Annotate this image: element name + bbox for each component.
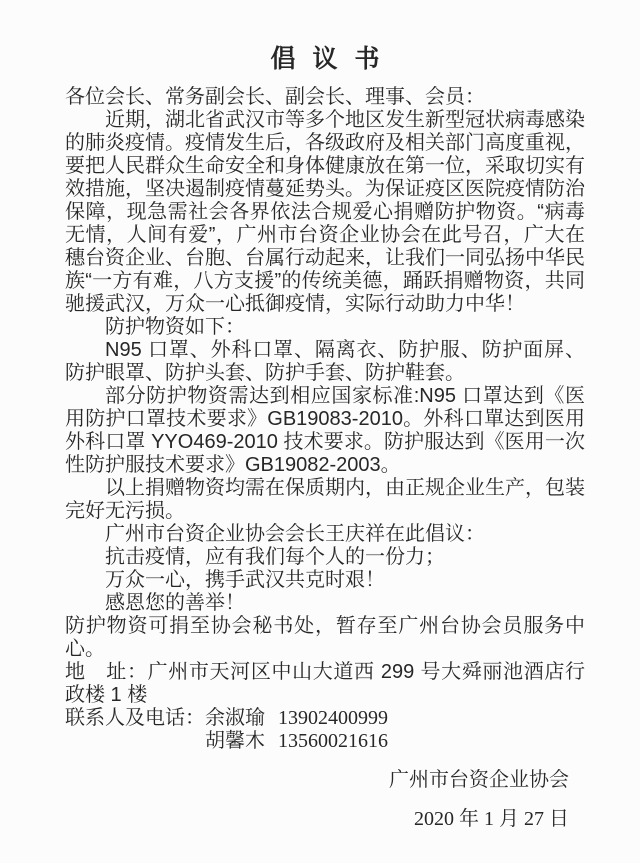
contact-block <box>65 707 585 753</box>
contact-person-row <box>205 707 388 730</box>
paragraph-supplies-heading: 防护物资如下： <box>105 316 245 338</box>
paragraph-thanks: 感恩您的善举！ <box>105 592 245 614</box>
contact-person-phone: 13560021616 <box>278 730 388 752</box>
paragraph-slogan-1: 抗击疫情，应有我们每个人的一份力； <box>105 546 445 568</box>
contact-person-row <box>205 730 388 753</box>
contact-person-name: 胡馨木 <box>205 730 265 752</box>
paragraph-supplies-list: N95 口罩、外科口罩、隔离衣、防护服、防护面屏、防护眼罩、防护头套、防护手套、防护鞋套。 <box>65 339 585 384</box>
paragraph-epidemic-intro: 近期，湖北省武汉市等多个地区发生新型冠状病毒感染的肺炎疫情。疫情发生后，各级政府及相关部门高度重视，要把人民群众生命安全和身体健康放在第一位，采取切实有效措施，坚决遏制疫情蔓延势头。为保证疫区医院疫情防治保障，现急需社会各界依法合规爱心捐赠防护物资。“病毒无情，人间有爱”，广州市台资企业协会在此号召，广大在穗台资企业、台胞、台属行动起来，让我们一同弘扬中华民族“一方有难，八方支援”的传统美德，踊跃捐赠物资，共同驰援武汉，万众一心抵御疫情，实际行动助力中华！ <box>65 109 585 315</box>
salutation: 各位会长、常务副会长、副会长、理事、会员： <box>65 86 485 108</box>
paragraph-slogan-2: 万众一心，携手武汉共克时艰！ <box>105 569 385 591</box>
document-body <box>65 109 585 615</box>
contact-person-list <box>205 707 388 753</box>
signature-block <box>65 769 585 831</box>
document-title: 倡 议 书 <box>270 45 385 73</box>
contact-person-phone: 13902400999 <box>278 707 388 729</box>
paragraph-standards: 部分防护物资需达到相应国家标准:N95 口罩达到《医用防护口罩技术要求》GB19083-2010。外科口單达到医用外科口罩 YYO469-2010 技术要求。防护服达到《医用一次性防护服技术要求》GB19082-2003。 <box>65 385 585 476</box>
contact-person-name: 余淑瑜 <box>205 707 265 729</box>
donation-notice-line: 防护物资可捐至协会秘书处，暂存至广州台协会员服务中心。 <box>65 615 585 660</box>
address-line: 地 址：广州市天河区中山大道西 299 号大舜丽池酒店行政楼 1 楼 <box>65 661 585 706</box>
signature-org: 广州市台资企业协会 <box>389 769 569 791</box>
paragraph-president-appeal: 广州市台资企业协会会长王庆祥在此倡议： <box>105 523 485 545</box>
signature-date: 2020 年 1 月 27 日 <box>414 808 569 830</box>
paragraph-quality-note: 以上捐赠物资均需在保质期内，由正规企业生产，包装完好无污损。 <box>65 477 585 522</box>
contact-label: 联系人及电话： <box>65 707 205 729</box>
